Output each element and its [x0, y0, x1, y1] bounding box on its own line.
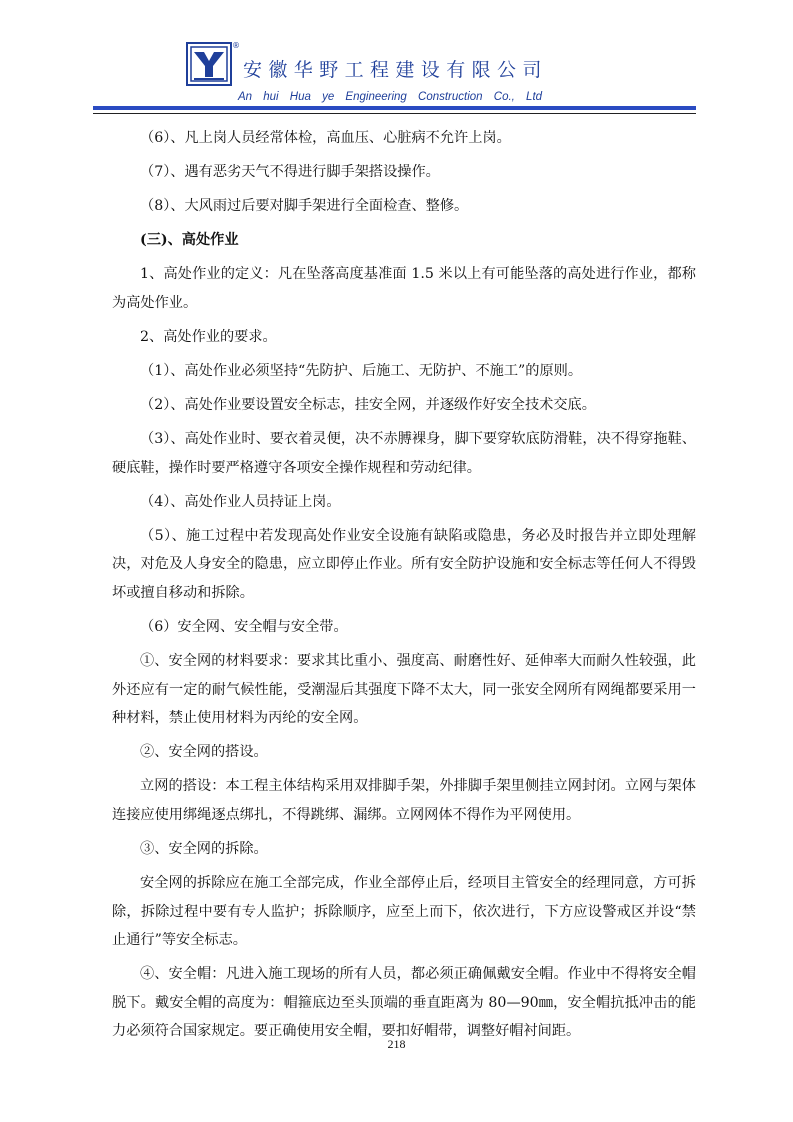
- paragraph: 2、高处作业的要求。: [140, 328, 277, 345]
- paragraph: （1）、高处作业必须坚持“先防护、后施工、无防护、不施工”的原则。: [140, 363, 583, 380]
- paragraph: （3）、高处作业时、要衣着灵便，决不赤膊裸身，脚下要穿软底防滑鞋，决不得穿拖鞋、硬底鞋，操作时要严格遵守各项安全操作规程和劳动纪律。: [112, 431, 696, 476]
- section-heading: (三)、高处作业: [140, 232, 239, 249]
- paragraph: （6）、凡上岗人员经常体检，高血压、心脏病不允许上岗。: [140, 130, 511, 146]
- paragraph: ①、安全网的材料要求：要求其比重小、强度高、耐磨性好、延伸率大而耐久性较强，此外还应有一定的耐气候性能，受潮湿后其强度下降不太大，同一张安全网所有网绳都要采用一种材料，禁止使用材料为丙纶的安全网。: [112, 653, 696, 727]
- paragraph: （5）、施工过程中若发现高处作业安全设施有缺陷或隐患，务必及时报告并立即处理解决，对危及人身安全的隐患，应立即停止作业。所有安全防护设施和安全标志等任何人不得毁坏或擅自移动和拆除。: [112, 527, 696, 601]
- registered-mark: ®: [232, 41, 240, 50]
- paragraph: 安全网的拆除应在施工全部完成，作业全部停止后，经项目主管安全的经理同意，方可拆除，拆除过程中要有专人监护；拆除顺序，应至上而下，依次进行，下方应设警戒区并设“禁止通行”等安全标志。: [112, 875, 696, 948]
- document-body: [112, 124, 696, 1051]
- page-number: 218: [387, 1037, 406, 1051]
- paragraph: （4）、高处作业人员持证上岗。: [140, 493, 341, 510]
- paragraph: （7）、遇有恶劣天气不得进行脚手架搭设操作。: [140, 164, 440, 181]
- company-name-en: An hui Hua ye Engineering Construction Co., Ltd: [238, 91, 543, 103]
- company-logo-icon: [186, 42, 232, 86]
- header-rule-thin: [93, 113, 696, 114]
- paragraph: ③、安全网的拆除。: [140, 840, 268, 857]
- paragraph: （2）、高处作业要设置安全标志，挂安全网，并逐级作好安全技术交底。: [140, 397, 596, 414]
- page-header: [0, 0, 793, 125]
- paragraph: 1、高处作业的定义：凡在坠落高度基准面 1.5 米以上有可能坠落的高处进行作业，都称为高处作业。: [112, 266, 696, 311]
- paragraph: ④、安全帽：凡进入施工现场的所有人员，都必须正确佩戴安全帽。作业中不得将安全帽脱下。戴安全帽的高度为：帽箍底边至头顶端的垂直距离为 80—90㎜，安全帽抗抵冲击的能力必须符合国家规定。要正确使用安全帽，要扣好帽带，调整好帽衬间距。: [112, 966, 696, 1040]
- paragraph: （6）安全网、安全帽与安全带。: [140, 619, 348, 636]
- paragraph: （8）、大风雨过后要对脚手架进行全面检查、整修。: [140, 198, 469, 215]
- company-name-cn: 安徽华野工程建设有限公司: [243, 59, 548, 81]
- paragraph: 立网的搭设：本工程主体结构采用双排脚手架，外排脚手架里侧挂立网封闭。立网与架体连接应使用绑绳逐点绑扎，不得跳绑、漏绑。立网网体不得作为平网使用。: [112, 778, 696, 823]
- paragraph: ②、安全网的搭设。: [140, 744, 268, 761]
- header-rule-thick: [93, 106, 696, 110]
